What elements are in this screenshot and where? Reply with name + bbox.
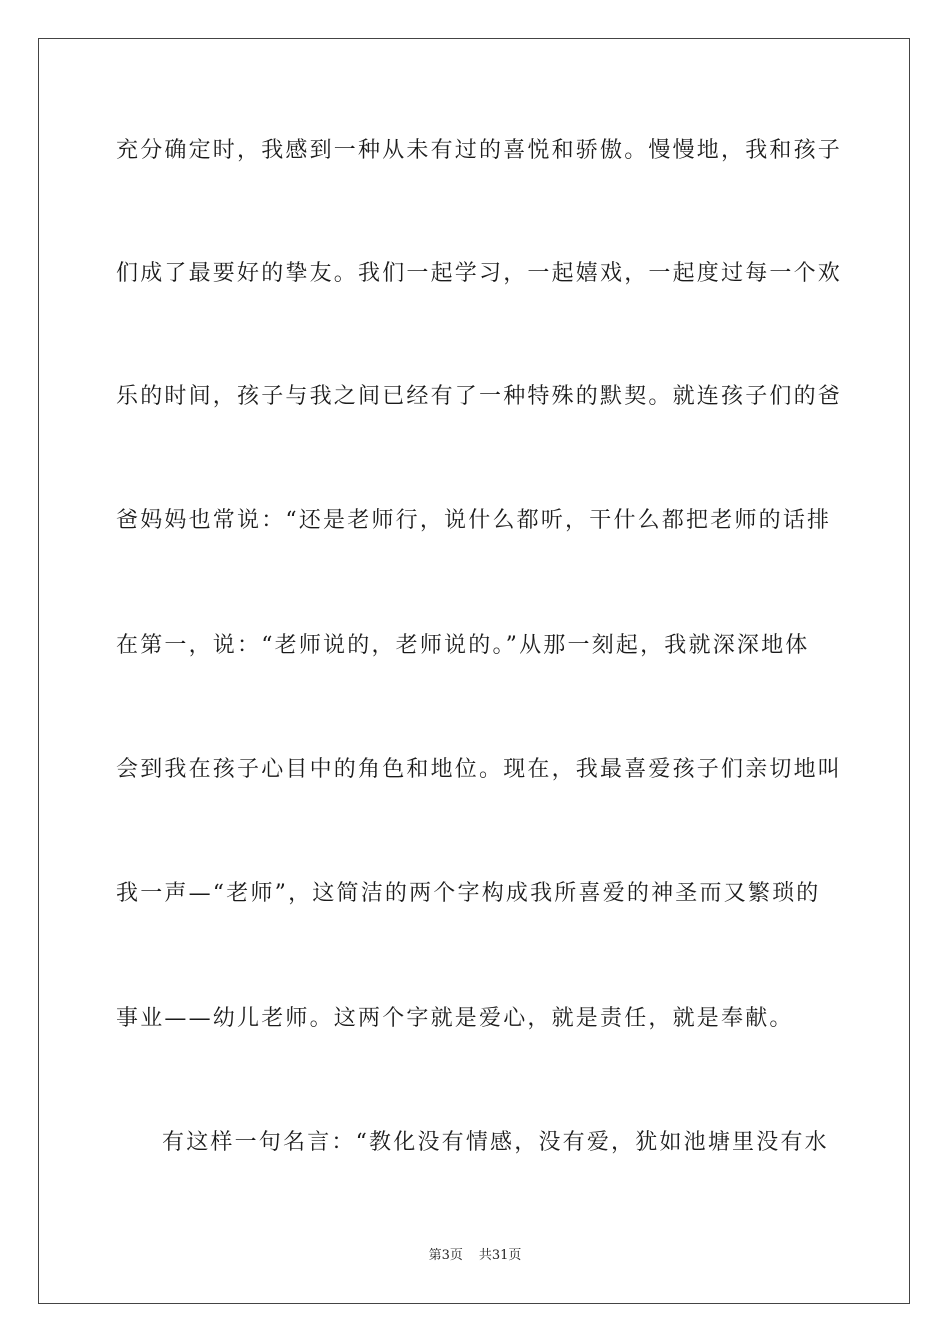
body-line-6: 会到我在孩子心目中的角色和地位。现在，我最喜爱孩子们亲切地叫 xyxy=(116,757,843,782)
page-number: 第3页 xyxy=(428,1248,463,1263)
page-frame xyxy=(38,38,910,1304)
body-line-2: 们成了最要好的挚友。我们一起学习，一起嬉戏，一起度过每一个欢 xyxy=(116,261,843,286)
body-line-5: 在第一，说：“老师说的，老师说的。”从那一刻起，我就深深地体 xyxy=(116,633,810,658)
body-line-3: 乐的时间，孩子与我之间已经有了一种特殊的默契。就连孩子们的爸 xyxy=(116,384,843,409)
body-line-9: 有这样一句名言：“教化没有情感，没有爱，犹如池塘里没有水 xyxy=(162,1130,829,1155)
body-line-4: 爸妈妈也常说：“还是老师行，说什么都听，干什么都把老师的话排 xyxy=(116,508,832,533)
body-line-1: 充分确定时，我感到一种从未有过的喜悦和骄傲。慢慢地，我和孩子 xyxy=(116,138,843,163)
page-total: 共31页 xyxy=(478,1248,522,1263)
body-line-7: 我一声—“老师”，这简洁的两个字构成我所喜爱的神圣而又繁琐的 xyxy=(116,881,821,906)
body-line-8: 事业——幼儿老师。这两个字就是爱心，就是责任，就是奉献。 xyxy=(116,1006,794,1031)
page-footer xyxy=(0,1247,950,1265)
